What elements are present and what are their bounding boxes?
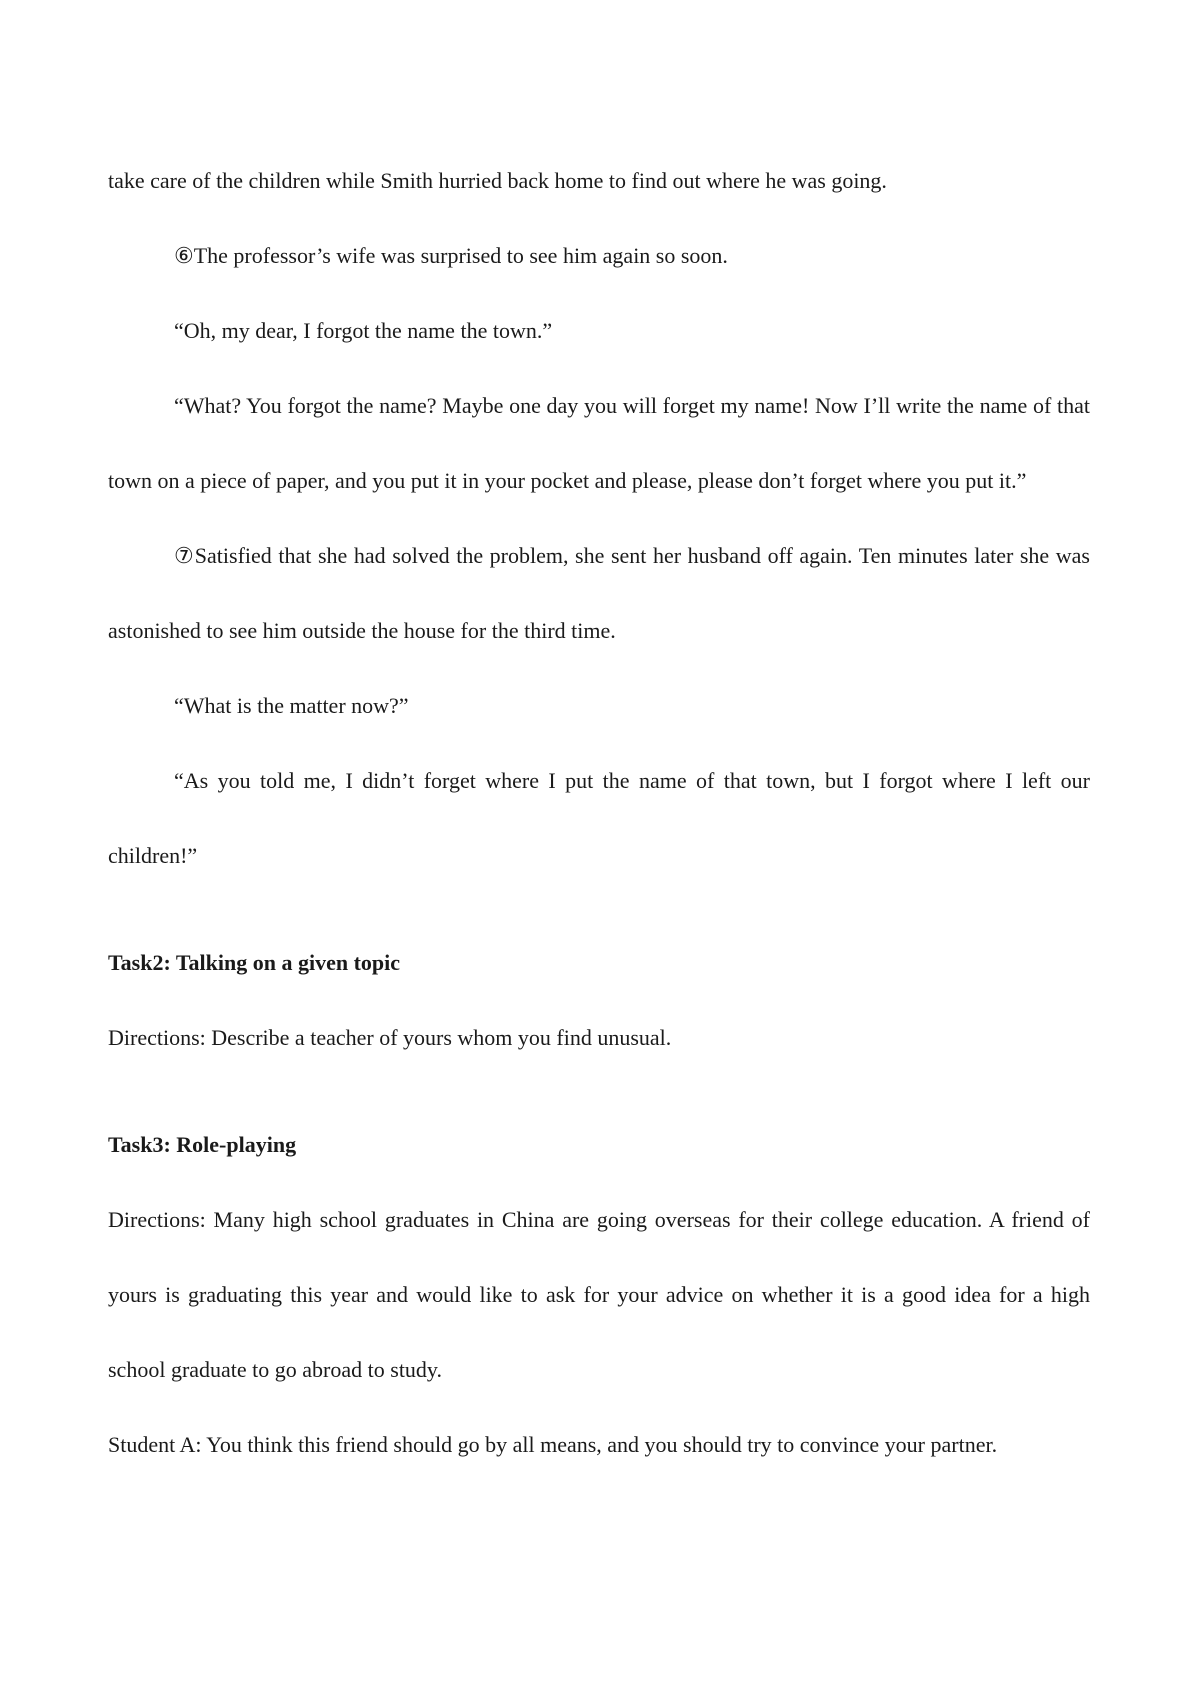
task2-directions: Directions: Describe a teacher of yours whom you find unusual. [108, 1025, 672, 1050]
story-dialogue-forgot-town: “Oh, my dear, I forgot the name the town.” [174, 318, 553, 343]
story-dialogue-matter: “What is the matter now?” [174, 693, 409, 718]
story-dialogue-children: “As you told me, I didn’t forget where I put the name of that town, but I forgot where I left our children!” [108, 768, 1090, 868]
task3-directions: Directions: Many high school graduates in China are going overseas for their college education. A friend of yours is graduating this year and would like to ask for your advice on whether it is a good idea for a high school graduate to go abroad to study. [108, 1207, 1090, 1382]
story-paragraph-6: ⑥The professor’s wife was surprised to see him again so soon. [174, 243, 728, 268]
story-paragraph-continued: take care of the children while Smith hurried back home to find out where he was going. [108, 168, 887, 193]
story-dialogue-what: “What? You forgot the name? Maybe one day you will forget my name! Now I’ll write the name of that town on a piece of paper, and you put it in your pocket and please, please don’t forget where you put it.” [108, 393, 1090, 493]
section-gap [108, 1075, 1090, 1107]
task3-student-a: Student A: You think this friend should go by all means, and you should try to convince your partner. [108, 1432, 998, 1457]
section-gap [108, 893, 1090, 925]
task2-heading: Task2: Talking on a given topic [108, 950, 401, 975]
document-page [108, 143, 1090, 1482]
task3-heading: Task3: Role-playing [108, 1132, 297, 1157]
story-paragraph-7: ⑦Satisfied that she had solved the problem, she sent her husband off again. Ten minutes later she was astonished to see him outside the house for the third time. [108, 543, 1090, 643]
